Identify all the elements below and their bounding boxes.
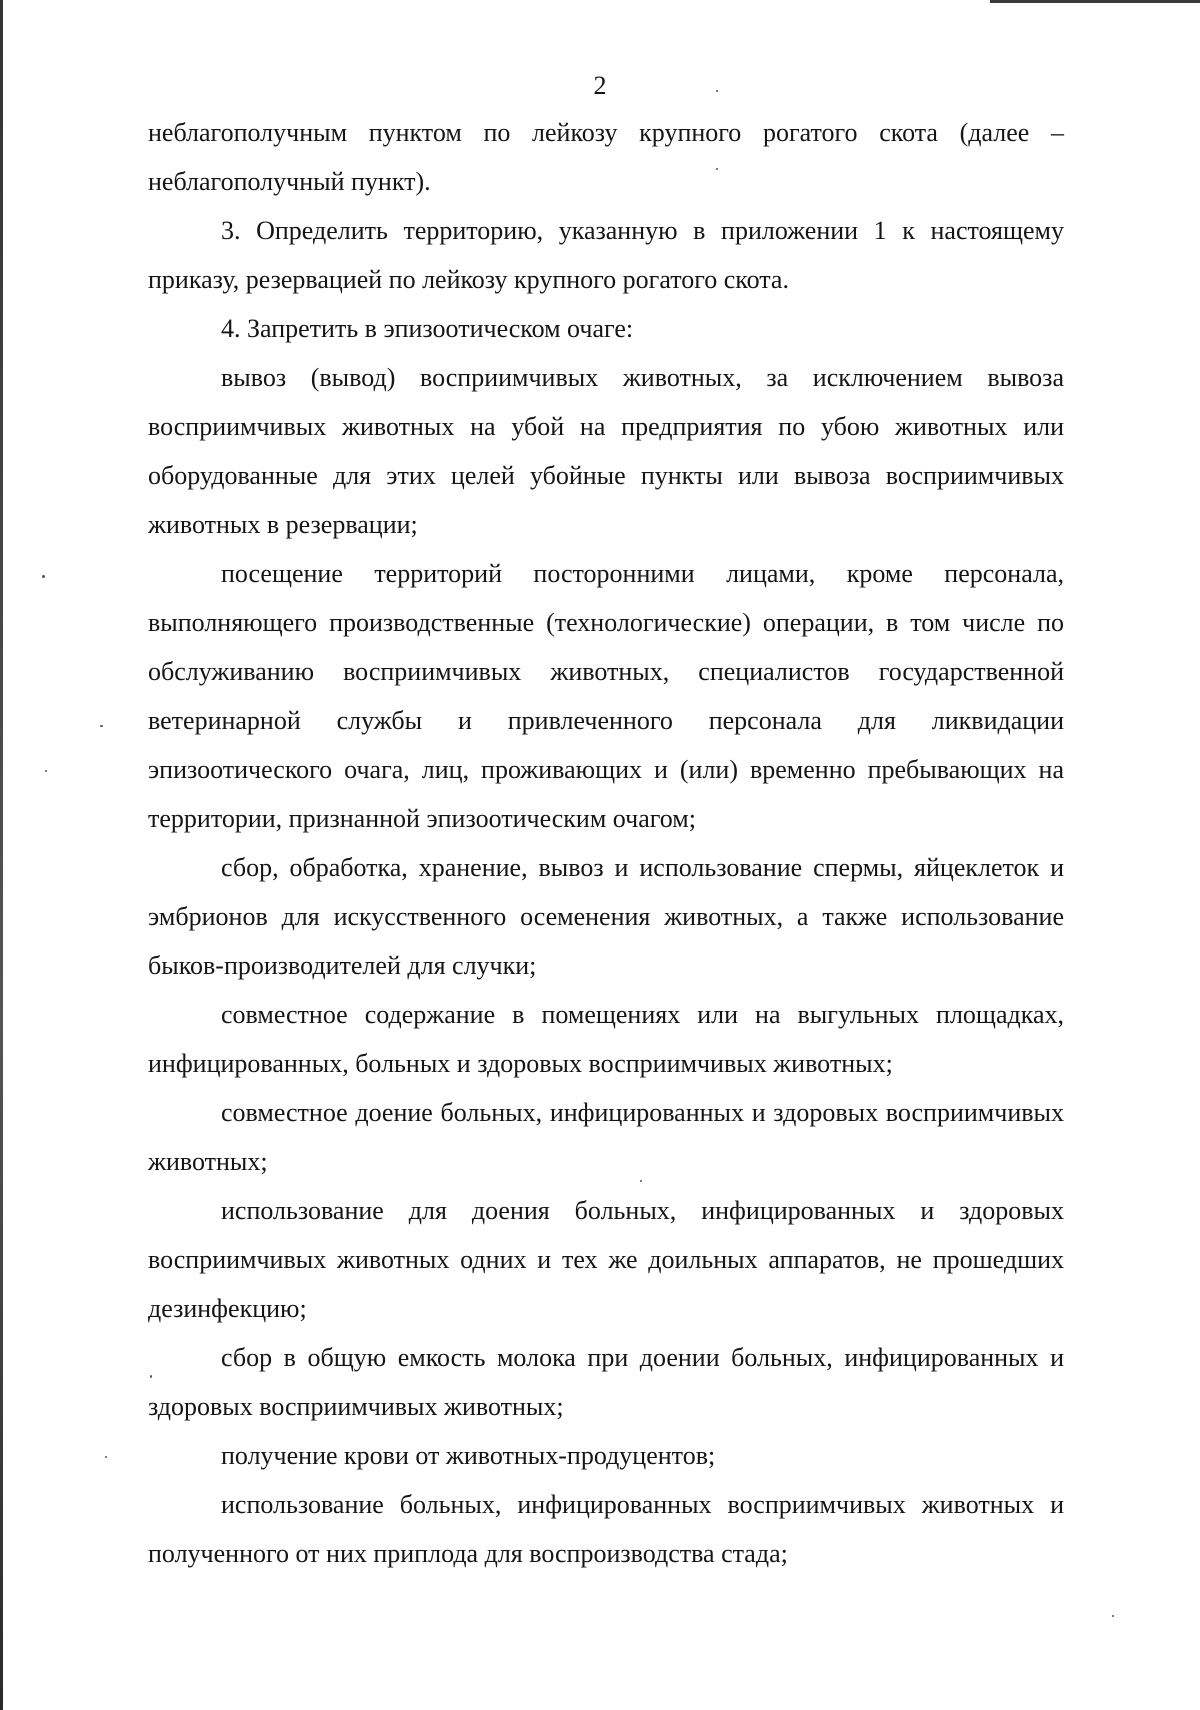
paragraph-continuation: неблагополучным пунктом по лейкозу крупного рогатого скота (далее – неблагополучный пункт).: [148, 118, 1064, 196]
paragraph-prohibition-milk-collection: сбор в общую емкость молока при доении больных, инфицированных и здоровых восприимчивых животных;: [148, 1343, 1064, 1421]
paragraph-prohibition-joint-keeping: совместное содержание в помещениях или на выгульных площадках, инфицированных, больных и здоровых восприимчивых животных;: [148, 1000, 1064, 1078]
scan-speck: [1112, 1615, 1114, 1617]
paragraph-item-4: 4. Запретить в эпизоотическом очаге:: [221, 314, 634, 343]
scan-speck: [42, 575, 45, 578]
scan-speck: [716, 168, 718, 170]
paragraph-prohibition-semen: сбор, обработка, хранение, вывоз и использование спермы, яйцеклеток и эмбрионов для искусственного осеменения животных, а также использование быков-производителей для случки;: [148, 853, 1064, 980]
scan-speck: [100, 725, 103, 727]
scan-top-edge: [990, 0, 1200, 3]
scan-speck: [640, 1180, 642, 1182]
paragraph-item-3: 3. Определить территорию, указанную в приложении 1 к настоящему приказу, резервацией по лейкозу крупного рогатого скота.: [148, 216, 1064, 294]
scan-speck: [105, 1456, 107, 1458]
scan-speck: [150, 1375, 152, 1378]
scan-speck: [45, 770, 47, 772]
document-body: [148, 108, 1064, 1578]
page-number: 2: [593, 71, 607, 100]
paragraph-prohibition-blood: получение крови от животных-продуцентов;: [221, 1441, 716, 1470]
paragraph-prohibition-joint-milking: совместное доение больных, инфицированных и здоровых восприимчивых животных;: [148, 1098, 1064, 1176]
paragraph-prohibition-breeding: использование больных, инфицированных восприимчивых животных и полученного от них приплода для воспроизводства стада;: [148, 1490, 1064, 1568]
paragraph-prohibition-removal: вывоз (вывод) восприимчивых животных, за исключением вывоза восприимчивых животных на убой на предприятия по убою животных или оборудованные для этих целей убойные пункты или вывоза восприимчивых животных в резервации;: [148, 363, 1064, 539]
paragraph-prohibition-milking-equipment: использование для доения больных, инфицированных и здоровых восприимчивых животных одних и тех же доильных аппаратов, не прошедших дезинфекцию;: [148, 1196, 1064, 1323]
scan-left-edge: [0, 0, 3, 1710]
scan-speck: [716, 90, 718, 92]
paragraph-prohibition-visits: посещение территорий посторонними лицами, кроме персонала, выполняющего производственные (технологические) операции, в том числе по обслуживанию восприимчивых животных, специалистов государственной ветеринарной службы и привлеченного персонала для ликвидации эпизоотического очага, лиц, проживающих и (или) временно пребывающих на территории, признанной эпизоотическим очагом;: [148, 559, 1064, 833]
